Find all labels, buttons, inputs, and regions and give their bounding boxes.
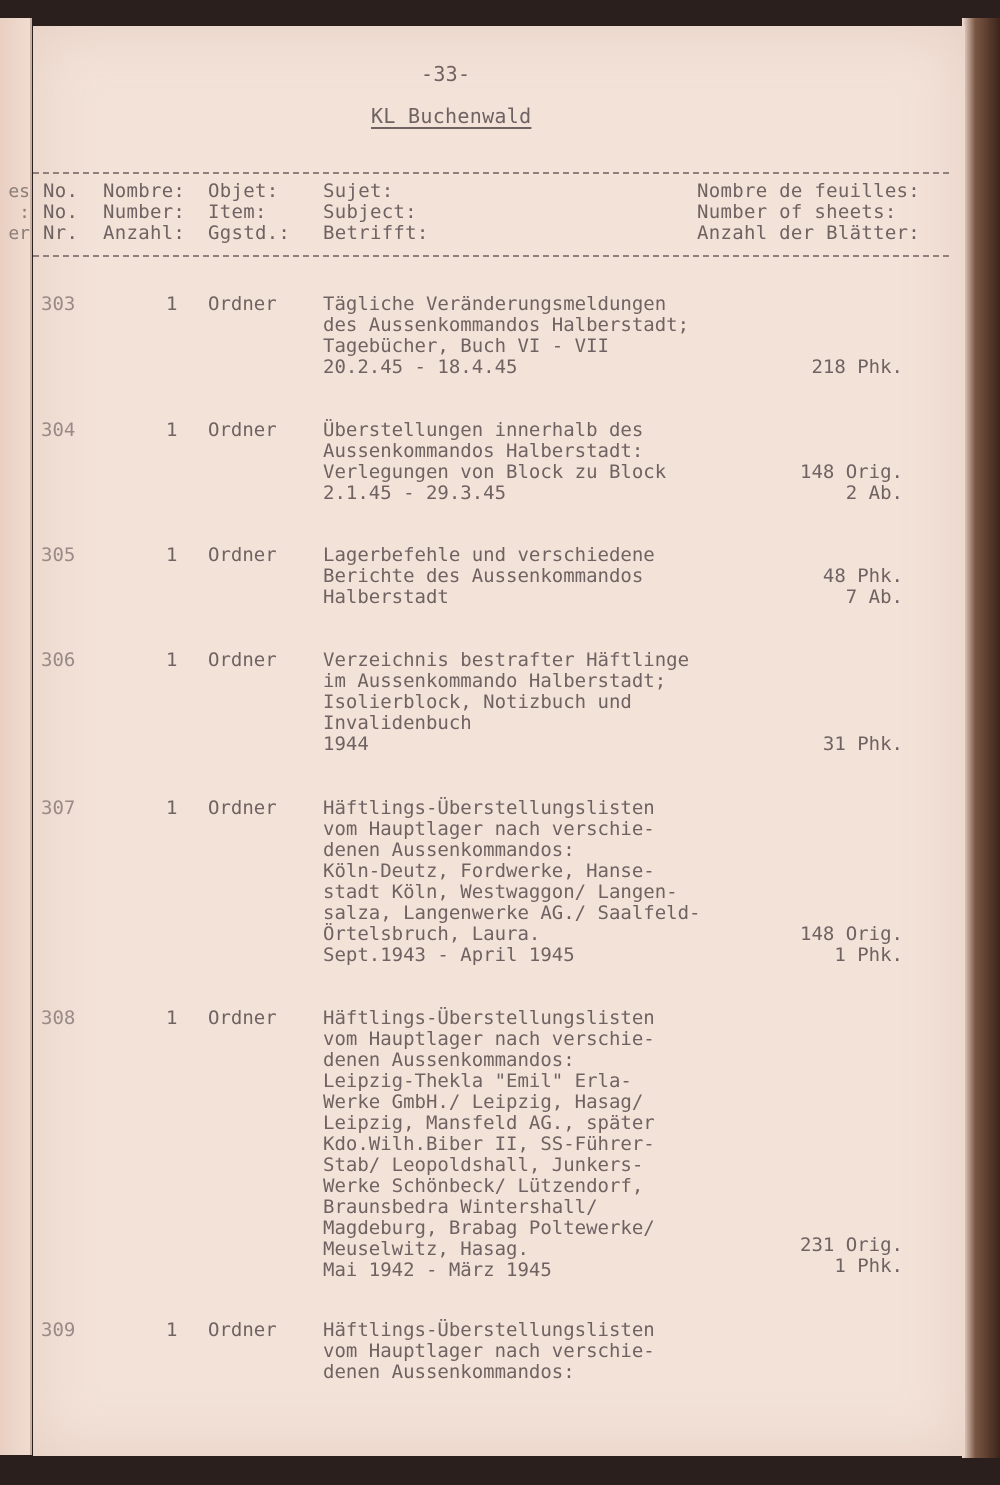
entry-sheet-count: 148 Orig. 1 Phk.	[800, 923, 903, 966]
entry-subject: Lagerbefehle und verschiedene Berichte des Aussenkommandos Halberstadt	[323, 544, 655, 608]
entry-sheet-count: 218 Phk.	[811, 356, 903, 378]
entry-number: 309	[41, 1319, 76, 1341]
entry-sheet-count: 48 Phk. 7 Ab.	[822, 565, 903, 608]
entry-quantity: 1	[166, 797, 178, 819]
entry-number: 308	[41, 1007, 76, 1029]
entry-quantity: 1	[166, 293, 178, 315]
margin-fragment: es	[8, 181, 30, 202]
entry-sheet-count: 31 Phk.	[822, 733, 903, 755]
binding-edge	[962, 18, 1000, 1458]
entry-item: Ordner	[208, 419, 277, 441]
entry-sheet-count: 231 Orig. 1 Phk.	[800, 1234, 903, 1277]
entry-quantity: 1	[166, 1319, 178, 1341]
entry-item: Ordner	[208, 1007, 277, 1029]
entry-number: 306	[41, 649, 76, 671]
entry-quantity: 1	[166, 419, 178, 441]
entry-number: 305	[41, 544, 76, 566]
entry-item: Ordner	[208, 649, 277, 671]
entry-subject: Häftlings-Überstellungslisten vom Hauptlager nach verschie- denen Aussenkommandos: Köln-Deutz, Fordwerke, Hanse- stadt Köln, Westwaggon/ Langen- salza, Langenwerke AG./ Saalfeld- Örtelsbruch, Laura. Sept.1943 - April 1945	[323, 797, 701, 966]
entry-item: Ordner	[208, 544, 277, 566]
entry-item: Ordner	[208, 797, 277, 819]
entry-item: Ordner	[208, 1319, 277, 1341]
entry-subject: Häftlings-Überstellungslisten vom Hauptlager nach verschie- denen Aussenkommandos:	[323, 1319, 655, 1383]
entry-quantity: 1	[166, 649, 178, 671]
margin-fragment: :	[19, 202, 30, 223]
entry-number: 307	[41, 797, 76, 819]
entry-quantity: 1	[166, 1007, 178, 1029]
entry-item: Ordner	[208, 293, 277, 315]
page-title: KL Buchenwald	[371, 104, 532, 128]
entry-subject: Überstellungen innerhalb des Aussenkommandos Halberstadt: Verlegungen von Block zu Block 2.1.45 - 29.3.45	[323, 419, 667, 504]
header-top-rule	[33, 172, 949, 174]
entry-subject: Tägliche Veränderungsmeldungen des Aussenkommandos Halberstadt; Tagebücher, Buch VI - VII 20.2.45 - 18.4.45	[323, 293, 690, 378]
entry-number: 304	[41, 419, 76, 441]
header-bottom-rule	[33, 255, 949, 257]
entry-quantity: 1	[166, 544, 178, 566]
entry-subject: Verzeichnis bestrafter Häftlinge im Aussenkommando Halberstadt; Isolierblock, Notizbuch und Invalidenbuch 1944	[323, 649, 690, 755]
page-number: -33-	[421, 62, 471, 86]
entry-number: 303	[41, 293, 76, 315]
previous-page-edge	[0, 18, 32, 1455]
margin-fragment: er	[8, 223, 30, 244]
entry-subject: Häftlings-Überstellungslisten vom Hauptlager nach verschie- denen Aussenkommandos: Leipzig-Thekla "Emil" Erla- Werke GmbH./ Leipzig, Hasag/ Leipzig, Mansfeld AG., später Kdo.Wilh.Biber II, SS-Führer- Stab/ Leopoldshall, Junkers- Werke Schönbeck/ Lützendorf, Braunsbedra Wintershall/ Magdeburg, Brabag Poltewerke/ Meuselwitz, Hasag. Mai 1942 - März 1945	[323, 1007, 655, 1281]
entry-sheet-count: 148 Orig. 2 Ab.	[800, 461, 903, 504]
document-page: -33- KL Buchenwald No. No. Nr. Nombre: Number: Anzahl: Objet: Item: Ggstd.: Sujet: Subject: Betrifft: Nombre de feuilles: Number of sheets: Anzahl der Blätter: 303 1 Ordner Tägliche Veränderungsmeldungen des Aussenkommandos Halberstadt; Tagebücher, Buch VI - VII 20.2.45 - 18.4.45 218 Phk. 304 1 Ordner Überstellungen innerhalb des Aussenkommandos Halberstadt: Verlegungen von Block zu Block 2.1.45 - 29.3.45 148 Orig. 2 Ab. 305 1 Ordner Lagerbefehle und verschiedene Berichte des Aussenkommandos Halberstadt 48 Phk. 7 Ab. 306 1 Ordner Verzeichnis bestrafter Häftlinge im Aussenkommando Halberstadt; Isolierblock, Notizbuch und Invalidenbuch 1944 31 Phk. 307 1 Ordner Häftlings-Überstellungslisten vom Hauptlager nach verschie- denen Aussenkommandos: Köln-Deutz, Fordwerke, Hanse- stadt Köln, Westwaggon/ Langen- salza, Langenwerke AG./ Saalfeld- Örtelsbruch, Laura. Sept.1943 - April 1945 148 Orig. 1 Phk. 308 1 Ordner Häftlings-Überstellungslisten vom Hauptlager nach verschie- denen Aussenkommandos: Leipzig-Thekla "Emil" Erla- Werke GmbH./ Leipzig, Hasag/ Leipzig, Mansfeld AG., später Kdo.Wilh.Biber II, SS-Führer- Stab/ Leopoldshall, Junkers- Werke Schönbeck/ Lützendorf, Braunsbedra Wintershall/ Magdeburg, Brabag Poltewerke/ Meuselwitz, Hasag. Mai 1942 - März 1945 231 Orig. 1 Phk. 309 1 Ordner Häftlings-Überstellungslisten vom Hauptlager nach verschie- denen Aussenkommandos:	[33, 26, 965, 1456]
